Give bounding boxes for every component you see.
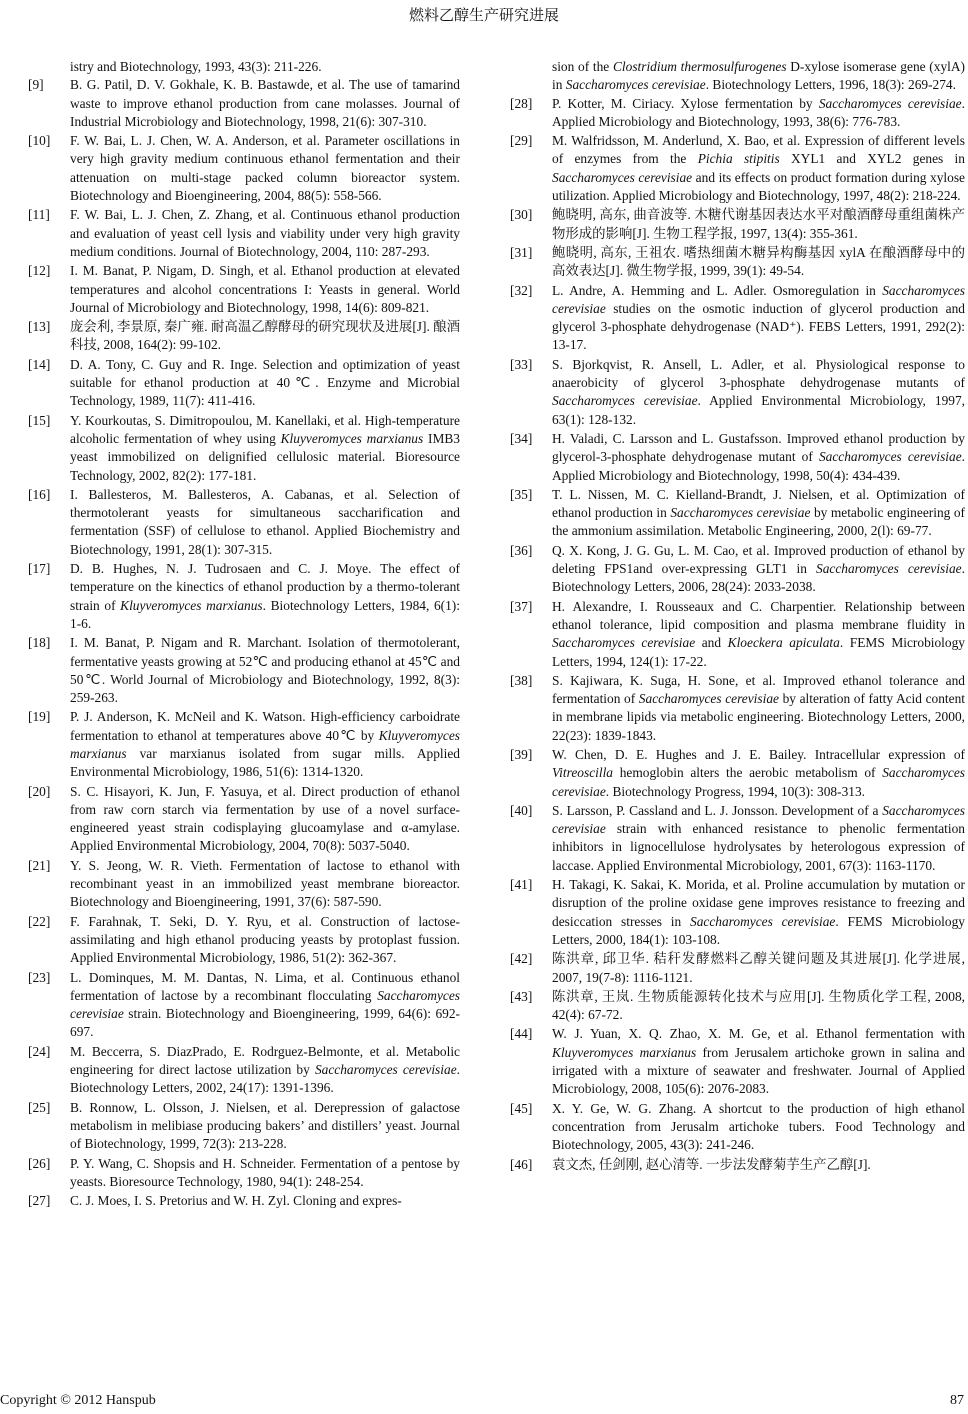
species-name: Saccharomyces cerevisiae [552,802,965,837]
reference-text [70,486,460,559]
reference-item [28,1192,460,1210]
reference-text-segment: 鲍晓明, 高东, 王祖农. 嗜热细菌木糖异构酶基因 xylA 在酿酒酵母中的高效表达[J]. 微生物学报, 1999, 39(1): 49-54. [552,244,965,279]
reference-text [70,1043,460,1098]
references-right-column [510,58,965,1175]
reference-text [552,95,965,132]
reference-continuation [510,58,965,95]
reference-text-segment: S. Larsson, P. Cassland and L. J. Jonsson. Development of a [552,802,883,818]
reference-item [28,412,460,485]
reference-number: [12] [28,263,51,279]
species-name: Kluyveromyces marxianus [552,1044,697,1060]
reference-number: [38] [510,672,533,688]
species-name: Saccharomyces cerevisiae [565,77,706,93]
reference-item [510,244,965,281]
reference-text-segment: 陈洪章, 邱卫华. 秸秆发酵燃料乙醇关键问题及其进展[J]. 化学进展, 2007, 19(7-8): 1116-1121. [552,951,965,985]
reference-text-segment: F. W. Bai, L. J. Chen, Z. Zhang, et al. Continuous ethanol production and evaluation of yeast cell lysis and viability under very high gravity medium conditions. Journal of Biotechnology, 2004, 110: 287-293. [70,207,460,259]
reference-text-segment: sion of the [552,59,613,74]
reference-number: [32] [510,282,533,298]
reference-item [510,206,965,243]
reference-text-segment: . FEMS Microbiology Letters, 2000, 184(1): 103-108. [552,913,965,947]
reference-item [28,969,460,1042]
reference-text [552,1156,965,1174]
reference-text [552,672,965,745]
reference-text-segment: studies on the osmotic induction of glycerol production and glycerol 3-phosphate dehydrogenase (NAD⁺). FEBS Letters, 1991, 292(2): 13-17. [552,300,965,353]
reference-text-segment: . Biotechnology Letters, 2006, 28(24): 2033-2038. [552,561,965,595]
species-name: Saccharomyces cerevisiae [638,691,779,707]
reference-item [510,598,965,671]
reference-item [28,206,460,261]
reference-text [70,913,460,968]
reference-text [552,746,965,801]
reference-number: [40] [510,802,533,818]
reference-text [552,356,965,429]
reference-text-segment: IMB3 yeast immobilized on delignified cellulosic material. Bioresource Technology, 2002, 82(2): 177-181. [70,430,460,483]
species-name: Saccharomyces cerevisiae [690,913,836,929]
reference-number: [22] [28,913,51,929]
reference-number: [10] [28,133,51,149]
reference-number: [37] [510,598,533,614]
species-name: Kluyveromyces marxianus [120,597,263,613]
species-name: Saccharomyces cerevisiae [70,987,460,1022]
reference-item [510,486,965,541]
reference-text [70,783,460,856]
reference-text-segment: Y. S. Jeong, W. R. Vieth. Fermentation of lactose to ethanol with recombinant yeast in an immobilized yeast membrane bioreactor. Biotechnology and Bioengineering, 1991, 37(6): 587-590. [70,857,460,910]
species-name: Vitreoscilla [552,765,613,781]
reference-item [510,95,965,132]
reference-number: [17] [28,561,51,577]
reference-text-segment: W. Chen, D. E. Hughes and J. E. Bailey. Intracellular expression of [552,746,965,762]
reference-text-segment: by alteration of fatty Acid content in membrane lipids via metabolic engineering. Biotechnology Letters, 2000, 22(23): 1839-1843. [552,691,966,743]
reference-item [510,672,965,745]
reference-item [510,1025,965,1098]
reference-text [552,876,965,949]
reference-item [510,876,965,949]
reference-number: [28] [510,95,533,111]
reference-text-segment: Y. Kourkoutas, S. Dimitropoulou, M. Kanellaki, et al. High-temperature alcoholic fermentation of whey using [70,412,460,446]
reference-text [552,542,965,597]
reference-text-segment: hemoglobin alters the aerobic metabolism of [613,765,883,781]
reference-number: [42] [510,951,533,967]
reference-text [552,802,965,875]
reference-number: [41] [510,877,533,893]
reference-text-segment: B. G. Patil, D. V. Gokhale, K. B. Bastawde, et al. The use of tamarind waste to improve ethanol production from cane molasses. Journal of Industrial Microbiology and Biotechnology, 1998, 21(6): 307-310. [70,77,460,129]
reference-list-left [28,76,460,1210]
reference-text-segment: Q. X. Kong, J. G. Gu, L. M. Cao, et al. Improved production of ethanol by deleting FPS1and over-expressing GLT1 in [552,542,965,577]
reference-text-segment: H. Valadi, C. Larsson and L. Gustafsson. Improved ethanol production by glycerol-3-phosphate dehydrogenase mutant of [552,430,965,465]
reference-continuation: istry and Biotechnology, 1993, 43(3): 211-226. [70,59,322,74]
reference-item [28,857,460,912]
reference-text-segment: S. C. Hisayori, K. Jun, F. Yasuya, et al. Direct production of ethanol from raw corn starch via fermentation by use of a novel surface-engineered yeast strain codisplaying glucoamylase and α-amylase. Applied Environmental Microbiology, 2004, 70(8): 5037-5040. [70,783,460,854]
reference-item [28,262,460,317]
reference-text [70,356,460,411]
reference-text-segment: 鲍晓明, 高东, 曲音波等. 木糖代谢基因表达水平对酿酒酵母重组菌株产物形成的影响[J]. 生物工程学报, 1997, 13(4): 355-361. [552,207,965,241]
reference-item [510,132,965,205]
reference-number: [11] [28,207,50,223]
reference-number: [23] [28,969,51,985]
reference-text-segment: I. Ballesteros, M. Ballesteros, A. Cabanas, et al. Selection of thermotolerant yeasts for simultaneous saccharification and fermentation (SSF) of cellulose to ethanol. Applied Biochemistry and Biotechnology, 1991, 28(1): 307-315. [70,486,460,557]
reference-number: [26] [28,1155,51,1171]
reference-text [70,132,460,205]
reference-number: [13] [28,319,51,335]
reference-text-segment: var marxianus isolated from sugar mills. Applied Environmental Microbiology, 1986, 51(6): 1314-1320. [70,745,460,780]
reference-item [510,542,965,597]
reference-number: [44] [510,1026,533,1042]
reference-text-segment: from Jerusalem artichoke grown in salina and irrigated with a mixture of seawater and freshwater. Journal of Applied Microbiology, 2008, 105(6): 2076-2083. [552,1044,965,1097]
species-name: Kluyveromyces marxianus [70,727,460,761]
reference-text-segment: . Biotechnology Progress, 1994, 10(3): 308-313. [605,783,866,799]
species-name: Saccharomyces cerevisiae [552,635,696,651]
reference-number: [25] [28,1099,51,1115]
reference-text-segment: and [695,635,728,651]
reference-text-segment: . FEMS Microbiology Letters, 1994, 124(1): 17-22. [552,635,965,669]
reference-text-segment: . Applied Environmental Microbiology, 1997, 63(1): 128-132. [552,393,966,427]
reference-text [70,1099,460,1154]
reference-text-segment: 袁文杰, 任剑刚, 赵心清等. 一步法发酵菊芋生产乙醇[J]. [552,1156,871,1172]
species-name: Saccharomyces cerevisiae [670,505,811,521]
species-name: Saccharomyces cerevisiae [552,765,965,799]
reference-text-segment: F. Farahnak, T. Seki, D. Y. Ryu, et al. Construction of lactose-assimilating and high ethanol producing yeasts by protoplast fussion. Applied Environmental Microbiology, 1986, 51(2): 362-367. [70,913,460,966]
reference-text-segment: . Applied Microbiology and Biotechnology, 1998, 50(4): 434-439. [552,449,966,483]
reference-text-segment: 陈洪章, 王岚. 生物质能源转化技术与应用[J]. 生物质化学工程, 2008, 42(4): 67-72. [552,988,965,1023]
reference-text [70,412,460,485]
reference-number: [9] [28,77,44,93]
page-number: 87 [950,1393,964,1408]
reference-text [552,598,965,671]
reference-item [28,1099,460,1154]
species-name: Kluyveromyces marxianus [280,430,424,446]
reference-list-right [510,95,965,1174]
reference-text [552,206,965,243]
reference-text-segment: M. Beccerra, S. DiazPrado, E. Rodrguez-Belmonte, et al. Metabolic engineering for direct lactose utilization by [70,1043,460,1078]
running-header: 燃料乙醇生产研究进展 [408,6,559,24]
reference-text-segment: XYL1 and XYL2 genes in [779,151,965,167]
reference-text [70,857,460,912]
reference-item [510,282,965,355]
reference-text-segment: L. Andre, A. Hemming and L. Adler. Osmoregulation in [552,282,883,298]
reference-number: [30] [510,207,533,223]
reference-number: [24] [28,1043,51,1059]
reference-item [28,913,460,968]
species-name: Saccharomyces cerevisiae [818,449,962,465]
species-name: Saccharomyces cerevisiae [818,95,962,111]
reference-item [510,1100,965,1155]
reference-item [510,430,965,485]
reference-number: [43] [510,988,533,1004]
reference-number: [33] [510,356,533,372]
reference-item [510,1156,965,1174]
reference-text-segment: I. M. Banat, P. Nigam, D. Singh, et al. Ethanol production at elevated temperatures and alcohol concentrations I: Yeasts in general. World Journal of Microbiology and Biotechnology, 1998, 14(6): 809-821. [70,263,460,315]
reference-text-segment: . Biotechnology Letters, 1996, 18(3): 269-274. [705,77,956,93]
reference-number: [34] [510,430,533,446]
reference-text-segment: F. W. Bai, L. J. Chen, W. A. Anderson, et al. Parameter oscillations in very high gravity medium continuous ethanol fermentation and their attenuation on multi-stage packed column bioreactor system. Biotechnology and Bioengineering, 2004, 88(5): 558-566. [70,133,460,204]
species-name: Saccharomyces cerevisiae [314,1062,457,1078]
copyright-footer: Copyright © 2012 Hanspub [0,1393,156,1408]
reference-text-segment: . Biotechnology Letters, 2002, 24(17): 1391-1396. [70,1062,460,1096]
reference-text-segment: D. A. Tony, C. Guy and R. Inge. Selection and optimization of yeast suitable for ethanol production at 40℃. Enzyme and Microbial Technology, 1989, 11(7): 411-416. [70,356,460,409]
reference-text [70,634,460,707]
reference-text-segment: M. Walfridsson, M. Anderlund, X. Bao, et al. Expression of different levels of enzymes from the [552,133,965,167]
reference-text [552,132,965,205]
reference-text [70,262,460,317]
reference-item [28,783,460,856]
reference-text-segment: X. Y. Ge, W. G. Zhang. A shortcut to the production of high ethanol concentration from Jerusalm artichoke tubers. Food Technology and Biotechnology, 2005, 43(3): 241-246. [552,1100,965,1153]
reference-text-segment: I. M. Banat, P. Nigam and R. Marchant. Isolation of thermotolerant, fermentative yeasts growing at 52℃ and producing ethanol at 45℃ and 50℃. World Journal of Microbiology and Biotechnology, 1992, 8(3): 259-263. [70,635,460,706]
reference-text-segment: . Applied Microbiology and Biotechnology, 1993, 38(6): 776-783. [552,95,965,129]
reference-item [28,634,460,707]
reference-number: [35] [510,486,533,502]
reference-text [70,206,460,261]
reference-text-segment: L. Dominques, M. M. Dantas, N. Lima, et al. Continuous ethanol fermentation of lactose by a recombinant flocculating [70,969,460,1003]
reference-number: [20] [28,783,51,799]
reference-text-segment: 庞会利, 李景原, 秦广雍. 耐高温乙醇酵母的研究现状及进展[J]. 酿酒科技, 2008, 164(2): 99-102. [70,319,460,353]
reference-item [510,950,965,987]
reference-text-segment: T. L. Nissen, M. C. Kielland-Brandt, J. Nielsen, et al. Optimization of ethanol production in [552,486,965,521]
reference-text [70,708,460,781]
reference-text [552,244,965,281]
reference-text-segment: P. Kotter, M. Ciriacy. Xylose fermentation by [552,95,819,111]
reference-text-segment: H. Takagi, K. Sakai, K. Morida, et al. Proline accumulation by mutation or disruption of the proline oxidase gene improves resistance to freezing and desiccation stresses in [552,877,965,929]
reference-text-segment: H. Alexandre, I. Rousseaux and C. Charpentier. Relationship between ethanol tolerance, lipid composition and plasma membrane fluidity in [552,598,965,632]
reference-number: [36] [510,542,533,558]
reference-text [552,486,965,541]
reference-text-segment: D-xylose isomerase gene (xylA) in [552,59,965,93]
reference-text [552,988,965,1025]
reference-text [552,282,965,355]
reference-item [510,746,965,801]
reference-text [552,1025,965,1098]
references-left-column [28,58,460,1211]
reference-number: [15] [28,412,51,428]
reference-text-segment: strain. Biotechnology and Bioengineering, 1999, 64(6): 692-697. [70,1006,460,1040]
reference-text-segment: P. J. Anderson, K. McNeil and K. Watson. High-efficiency carboidrate fermentation to ethanol at temperatures above 40℃ by [70,709,460,743]
reference-text-segment: strain with enhanced resistance to phenolic fermentation inhibitors in lignocellulose hydrolysates by heterologous expression of laccase. Applied Environmental Microbiology, 2001, 67(3): 1163-1170. [552,821,965,873]
reference-number: [18] [28,635,51,651]
reference-text-segment: and its effects on product formation during xylose utilization. Applied Microbiology and Biotechnology, 1997, 48(2): 218-224. [552,169,965,204]
species-name: Saccharomyces cerevisiae [552,282,965,316]
reference-text-segment: S. Kajiwara, K. Suga, H. Sone, et al. Improved ethanol tolerance and fermentation of [552,672,965,707]
reference-text [70,1155,460,1192]
reference-item [28,1155,460,1192]
reference-number: [16] [28,486,51,502]
species-name: Clostridium thermosulfurogenes [612,59,787,74]
reference-item [28,486,460,559]
reference-text-segment: S. Bjorkqvist, R. Ansell, L. Adler, et al. Physiological response to anaerobicity of glycerol 3-phosphate dehydrogenase mutants of [552,356,965,391]
reference-item [28,132,460,205]
reference-item [28,708,460,781]
species-name: Saccharomyces cerevisiae [552,393,698,409]
reference-item [28,318,460,355]
reference-number: [27] [28,1193,51,1209]
reference-text [552,1100,965,1155]
reference-item [510,988,965,1025]
reference-number: [31] [510,244,533,260]
reference-number: [21] [28,857,51,873]
reference-text-segment: P. Y. Wang, C. Shopsis and H. Schneider. Fermentation of a pentose by yeasts. Bioresource Technology, 1980, 94(1): 248-254. [70,1155,460,1189]
species-name: Kloeckera apiculata [727,635,840,651]
reference-number: [39] [510,746,533,762]
reference-number: [29] [510,133,533,149]
reference-text-segment: D. B. Hughes, N. J. Tudrosaen and C. J. Moye. The effect of temperature on the kinectics of ethanol production by a thermo-tolerant strain of [70,561,460,613]
reference-text [70,1192,460,1210]
reference-text-segment: by metabolic engineering of the ammonium assimilation. Metabolic Engineering, 2000, 2(l): 69-77. [552,505,965,539]
reference-text [552,950,965,987]
reference-text [70,76,460,131]
species-name: Saccharomyces cerevisiae [552,169,693,185]
species-name: Pichia stipitis [697,151,780,167]
reference-text [70,560,460,633]
reference-item [510,802,965,875]
reference-text-segment: C. J. Moes, I. S. Pretorius and W. H. Zyl. Cloning and expres- [70,1193,402,1209]
reference-number: [14] [28,356,51,372]
reference-text [70,318,460,355]
reference-text-segment: W. J. Yuan, X. Q. Zhao, X. M. Ge, et al. Ethanol fermentation with [552,1026,965,1042]
reference-text-segment: B. Ronnow, L. Olsson, J. Nielsen, et al. Derepression of galactose metabolism in melibiase producing bakers’ and distillers’ yeast. Journal of Biotechnology, 1999, 72(3): 213-228. [70,1099,460,1152]
reference-item [28,356,460,411]
reference-text [552,430,965,485]
reference-number: [19] [28,709,51,725]
species-name: Saccharomyces cerevisiae [816,561,962,577]
reference-item [28,76,460,131]
reference-text [70,969,460,1042]
reference-number: [46] [510,1156,533,1172]
reference-item [510,356,965,429]
reference-item [28,560,460,633]
reference-item [28,1043,460,1098]
reference-text-segment: . Biotechnology Letters, 1984, 6(1): 1-6. [70,597,460,631]
reference-number: [45] [510,1100,533,1116]
